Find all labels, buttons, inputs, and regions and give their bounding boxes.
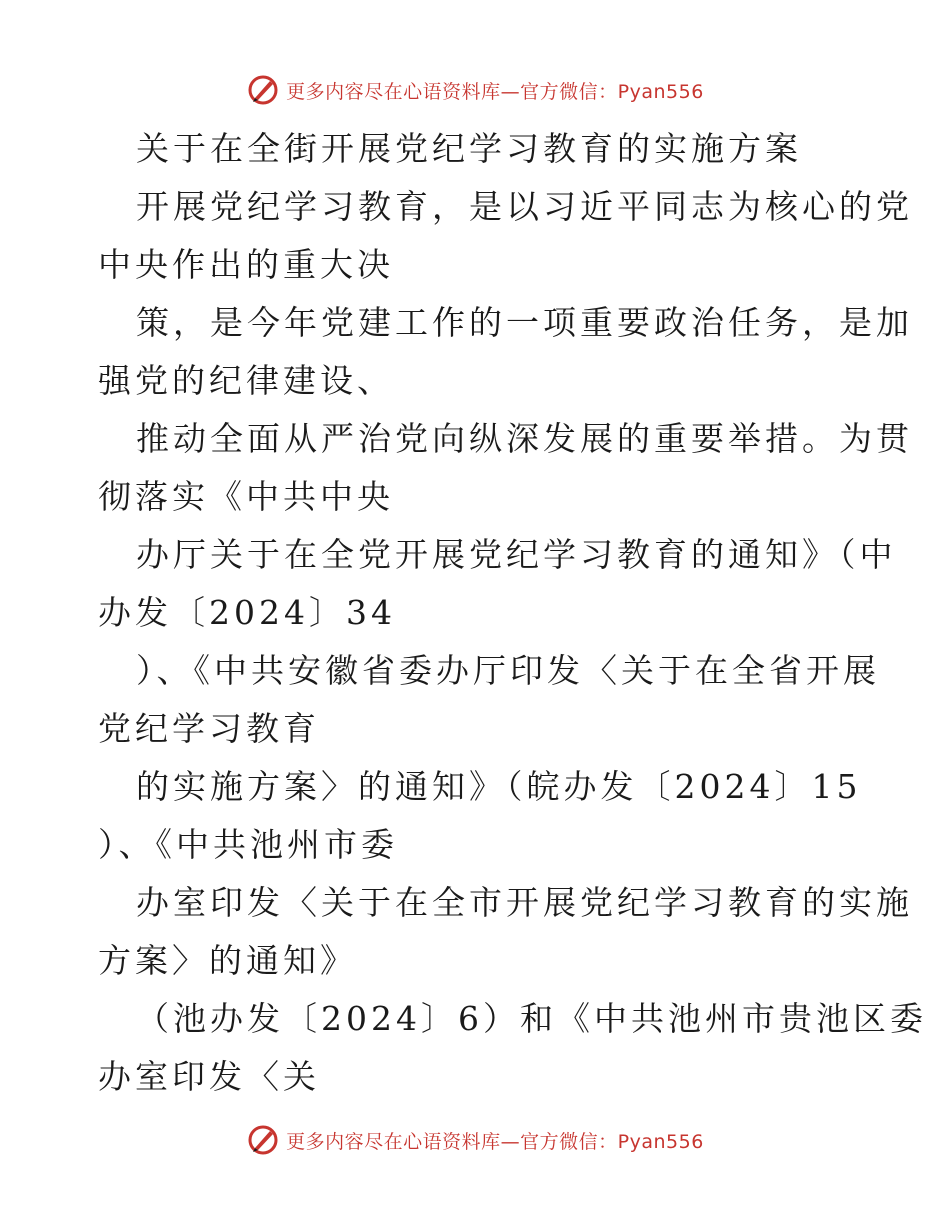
text-line: ）、《中共池州市委 — [98, 825, 398, 864]
text-line: （池办发〔2024〕6）和《中共池州市贵池区委 — [136, 999, 927, 1038]
text-line: 彻落实《中共中央 — [98, 477, 394, 516]
text-line: 中央作出的重大决 — [98, 245, 394, 284]
header-watermark — [0, 70, 950, 110]
watermark-text: 更多内容尽在心语资料库—官方微信：Pyan556 — [286, 1130, 704, 1153]
text-line: 办厅关于在全党开展党纪学习教育的通知》（中 — [136, 535, 897, 574]
text-line: 的实施方案〉的通知》（皖办发〔2024〕15 — [136, 767, 862, 806]
text-line: 策，是今年党建工作的一项重要政治任务，是加 — [136, 303, 913, 342]
text-line: 办室印发〈关于在全市开展党纪学习教育的实施 — [136, 883, 913, 922]
watermark-group — [246, 73, 704, 107]
text-line: ）、《中共安徽省委办厅印发〈关于在全省开展 — [136, 651, 880, 690]
pen-logo-icon — [246, 73, 280, 107]
text-line: 开展党纪学习教育，是以习近平同志为核心的党 — [136, 187, 913, 226]
text-line: 方案〉的通知》 — [98, 941, 357, 980]
watermark-group — [246, 1123, 704, 1157]
text-line: 办发〔2024〕34 — [98, 593, 396, 632]
text-line: 推动全面从严治党向纵深发展的重要举措。为贯 — [136, 419, 913, 458]
watermark-text: 更多内容尽在心语资料库—官方微信：Pyan556 — [286, 80, 704, 103]
text-line: 办室印发〈关 — [98, 1057, 320, 1096]
footer-watermark — [0, 1120, 950, 1160]
text-line: 党纪学习教育 — [98, 709, 320, 748]
document-title: 关于在全街开展党纪学习教育的实施方案 — [136, 129, 802, 168]
pen-logo-icon — [246, 1123, 280, 1157]
document-body — [98, 120, 927, 1106]
text-line: 强党的纪律建设、 — [98, 361, 394, 400]
